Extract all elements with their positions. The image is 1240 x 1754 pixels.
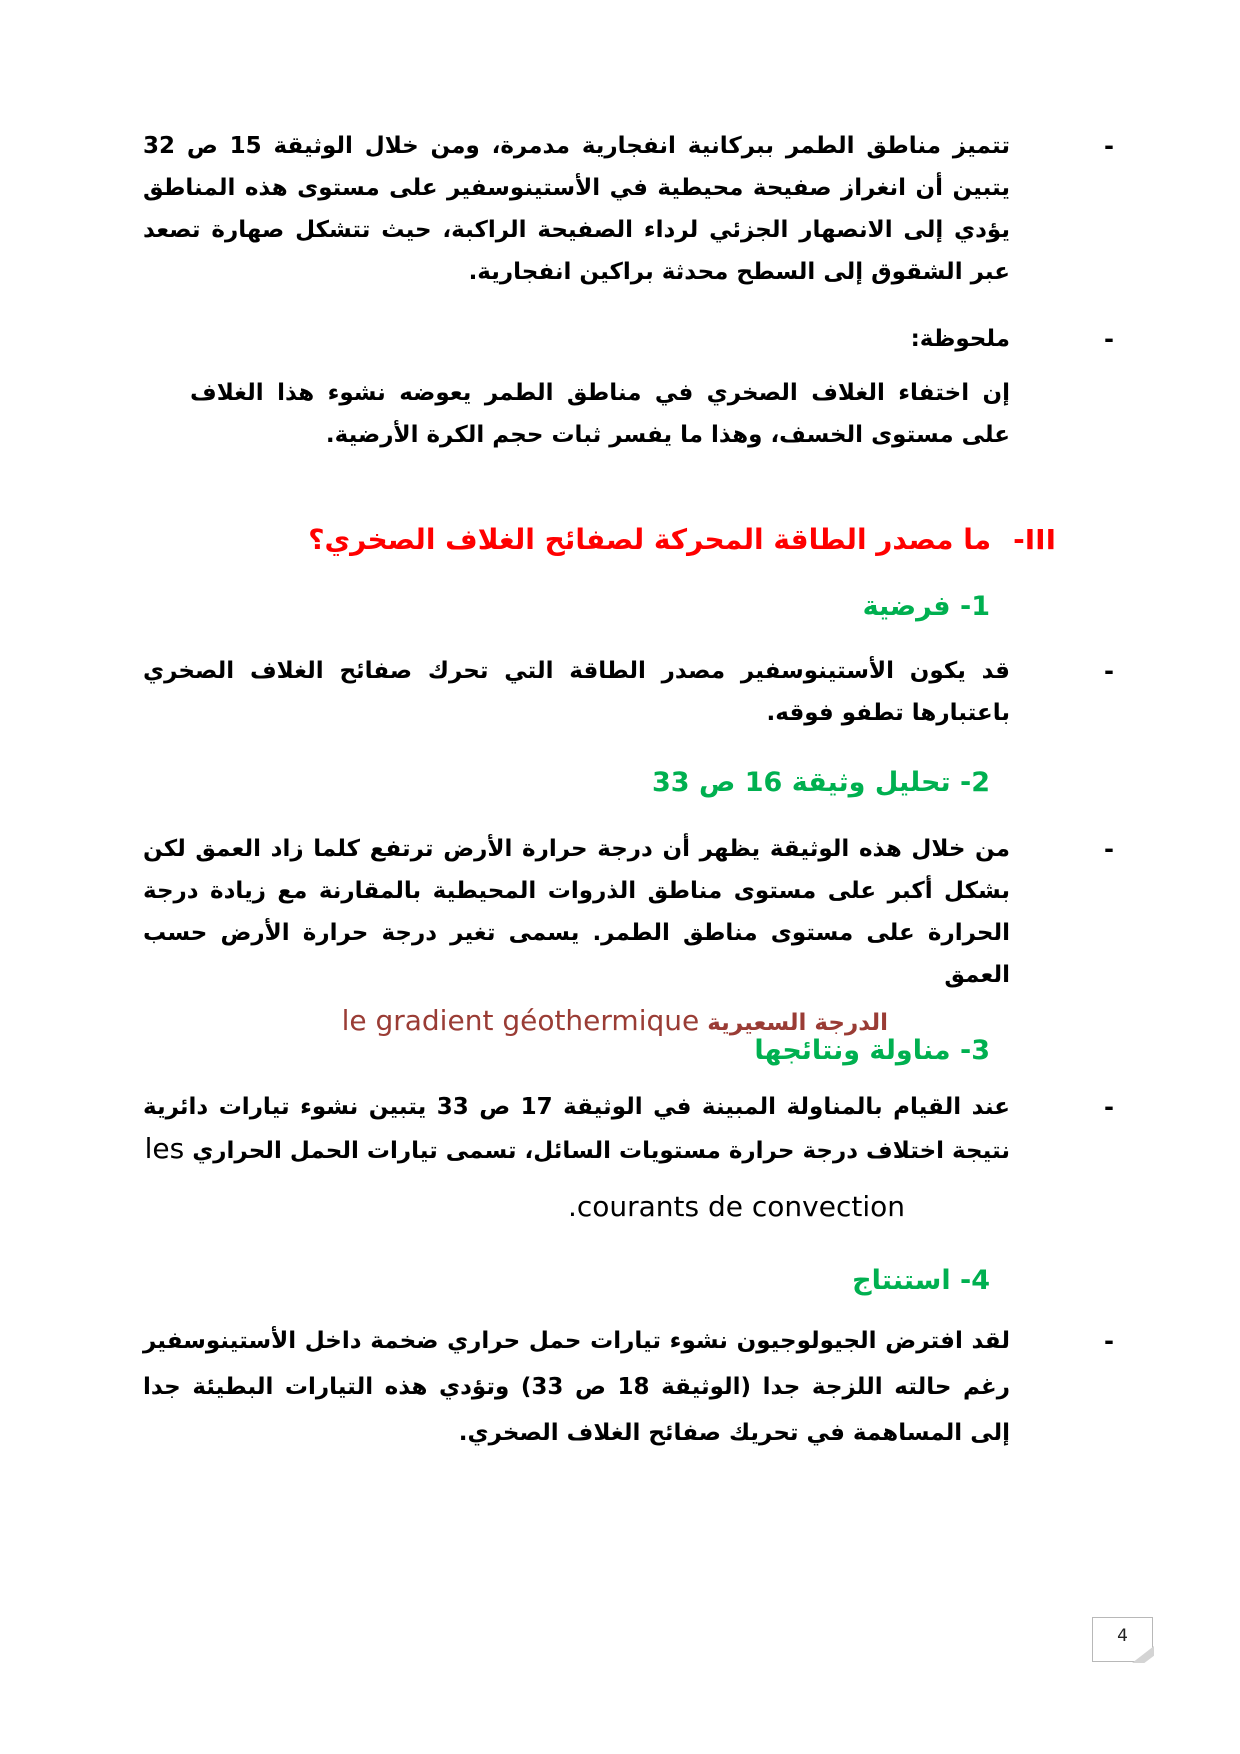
bullet-paragraph-experiment <box>143 1086 1114 1228</box>
subheading-document-analysis: 2- تحليل وثيقة 16 ص 33 <box>652 767 990 798</box>
subheading-experiment-results: 3- مناولة ونتائجها <box>754 1035 990 1066</box>
bullet-dash-marker: - <box>1104 1327 1114 1355</box>
convection-term-inline: les <box>144 1132 185 1165</box>
subheading-hypothesis: 1- فرضية <box>862 591 990 622</box>
bullet-paragraph-conclusion <box>143 1318 1114 1456</box>
convection-term-line: courants de convection. <box>567 1190 905 1223</box>
paragraph-text: لقد افترض الجيولوجيون نشوء تيارات حمل حراري ضخمة داخل الأستينوسفير رغم حالته اللزجة جدا (الوثيقة 18 ص 33) وتؤدي هذه التيارات البطيئة جدا إلى المساهمة في تحريك صفائح الغلاف الصخري. <box>143 1328 1010 1446</box>
page-number: 4 <box>1117 1626 1128 1646</box>
paragraph-text: عند القيام بالمناولة المبينة في الوثيقة 17 ص 33 يتبين نشوء تيارات دائرية نتيجة اختلاف درجة حرارة مستويات السائل، تسمى تيارات الحمل الحراري <box>143 1094 1010 1164</box>
term-arabic: الدرجة السعيرية <box>707 1010 888 1036</box>
page-number-box <box>1092 1617 1153 1662</box>
bullet-paragraph-hypothesis <box>143 650 1114 734</box>
note-paragraph <box>190 372 1010 456</box>
bullet-dash-marker: - <box>1104 132 1114 160</box>
bullet-paragraph-analysis <box>143 828 1114 1044</box>
paragraph-text: من خلال هذه الوثيقة يظهر أن درجة حرارة الأرض ترتفع كلما زاد العمق لكن بشكل أكبر على مستوى مناطق الذروات المحيطية بالمقارنة مع زيادة درجة الحرارة على مستوى مناطق الطمر. يسمى تغير درجة حرارة الأرض حسب العمق <box>143 836 1010 988</box>
main-heading-text: ما مصدر الطاقة المحركة لصفائح الغلاف الصخري؟ <box>308 523 992 556</box>
subheading-conclusion: 4- استنتاج <box>852 1265 990 1296</box>
note-text: إن اختفاء الغلاف الصخري في مناطق الطمر يعوضه نشوء هذا الغلاف على مستوى الخسف، وهذا ما يفسر ثبات حجم الكرة الأرضية. <box>190 380 1010 448</box>
bullet-dash-marker: - <box>1104 835 1114 863</box>
paragraph-text: تتميز مناطق الطمر ببركانية انفجارية مدمرة، ومن خلال الوثيقة 15 ص 32 يتبين أن انغراز صفيحة محيطية في الأستينوسفير على مستوى هذه المناطق يؤدي إلى الانصهار الجزئي لرداء الصفيحة الراكبة، حيث تتشكل صهارة تصعد عبر الشقوق إلى السطح محدثة براكين انفجارية. <box>143 133 1010 285</box>
note-label-text: ملحوظة: <box>910 326 1010 352</box>
bullet-dash-marker: - <box>1104 325 1114 353</box>
term-french: le gradient géothermique <box>341 1004 700 1037</box>
bullet-dash-marker: - <box>1104 1093 1114 1121</box>
bullet-paragraph-volcanism <box>143 125 1114 293</box>
heading-number-marker: III- <box>1013 523 1056 556</box>
main-heading-energy-source <box>308 520 1056 560</box>
paragraph-text: قد يكون الأستينوسفير مصدر الطاقة التي تحرك صفائح الغلاف الصخري باعتبارها تطفو فوقه. <box>143 658 1010 726</box>
bullet-note-label <box>143 318 1114 360</box>
bullet-dash-marker: - <box>1104 657 1114 685</box>
page-corner-fold-cut <box>1143 1655 1155 1664</box>
